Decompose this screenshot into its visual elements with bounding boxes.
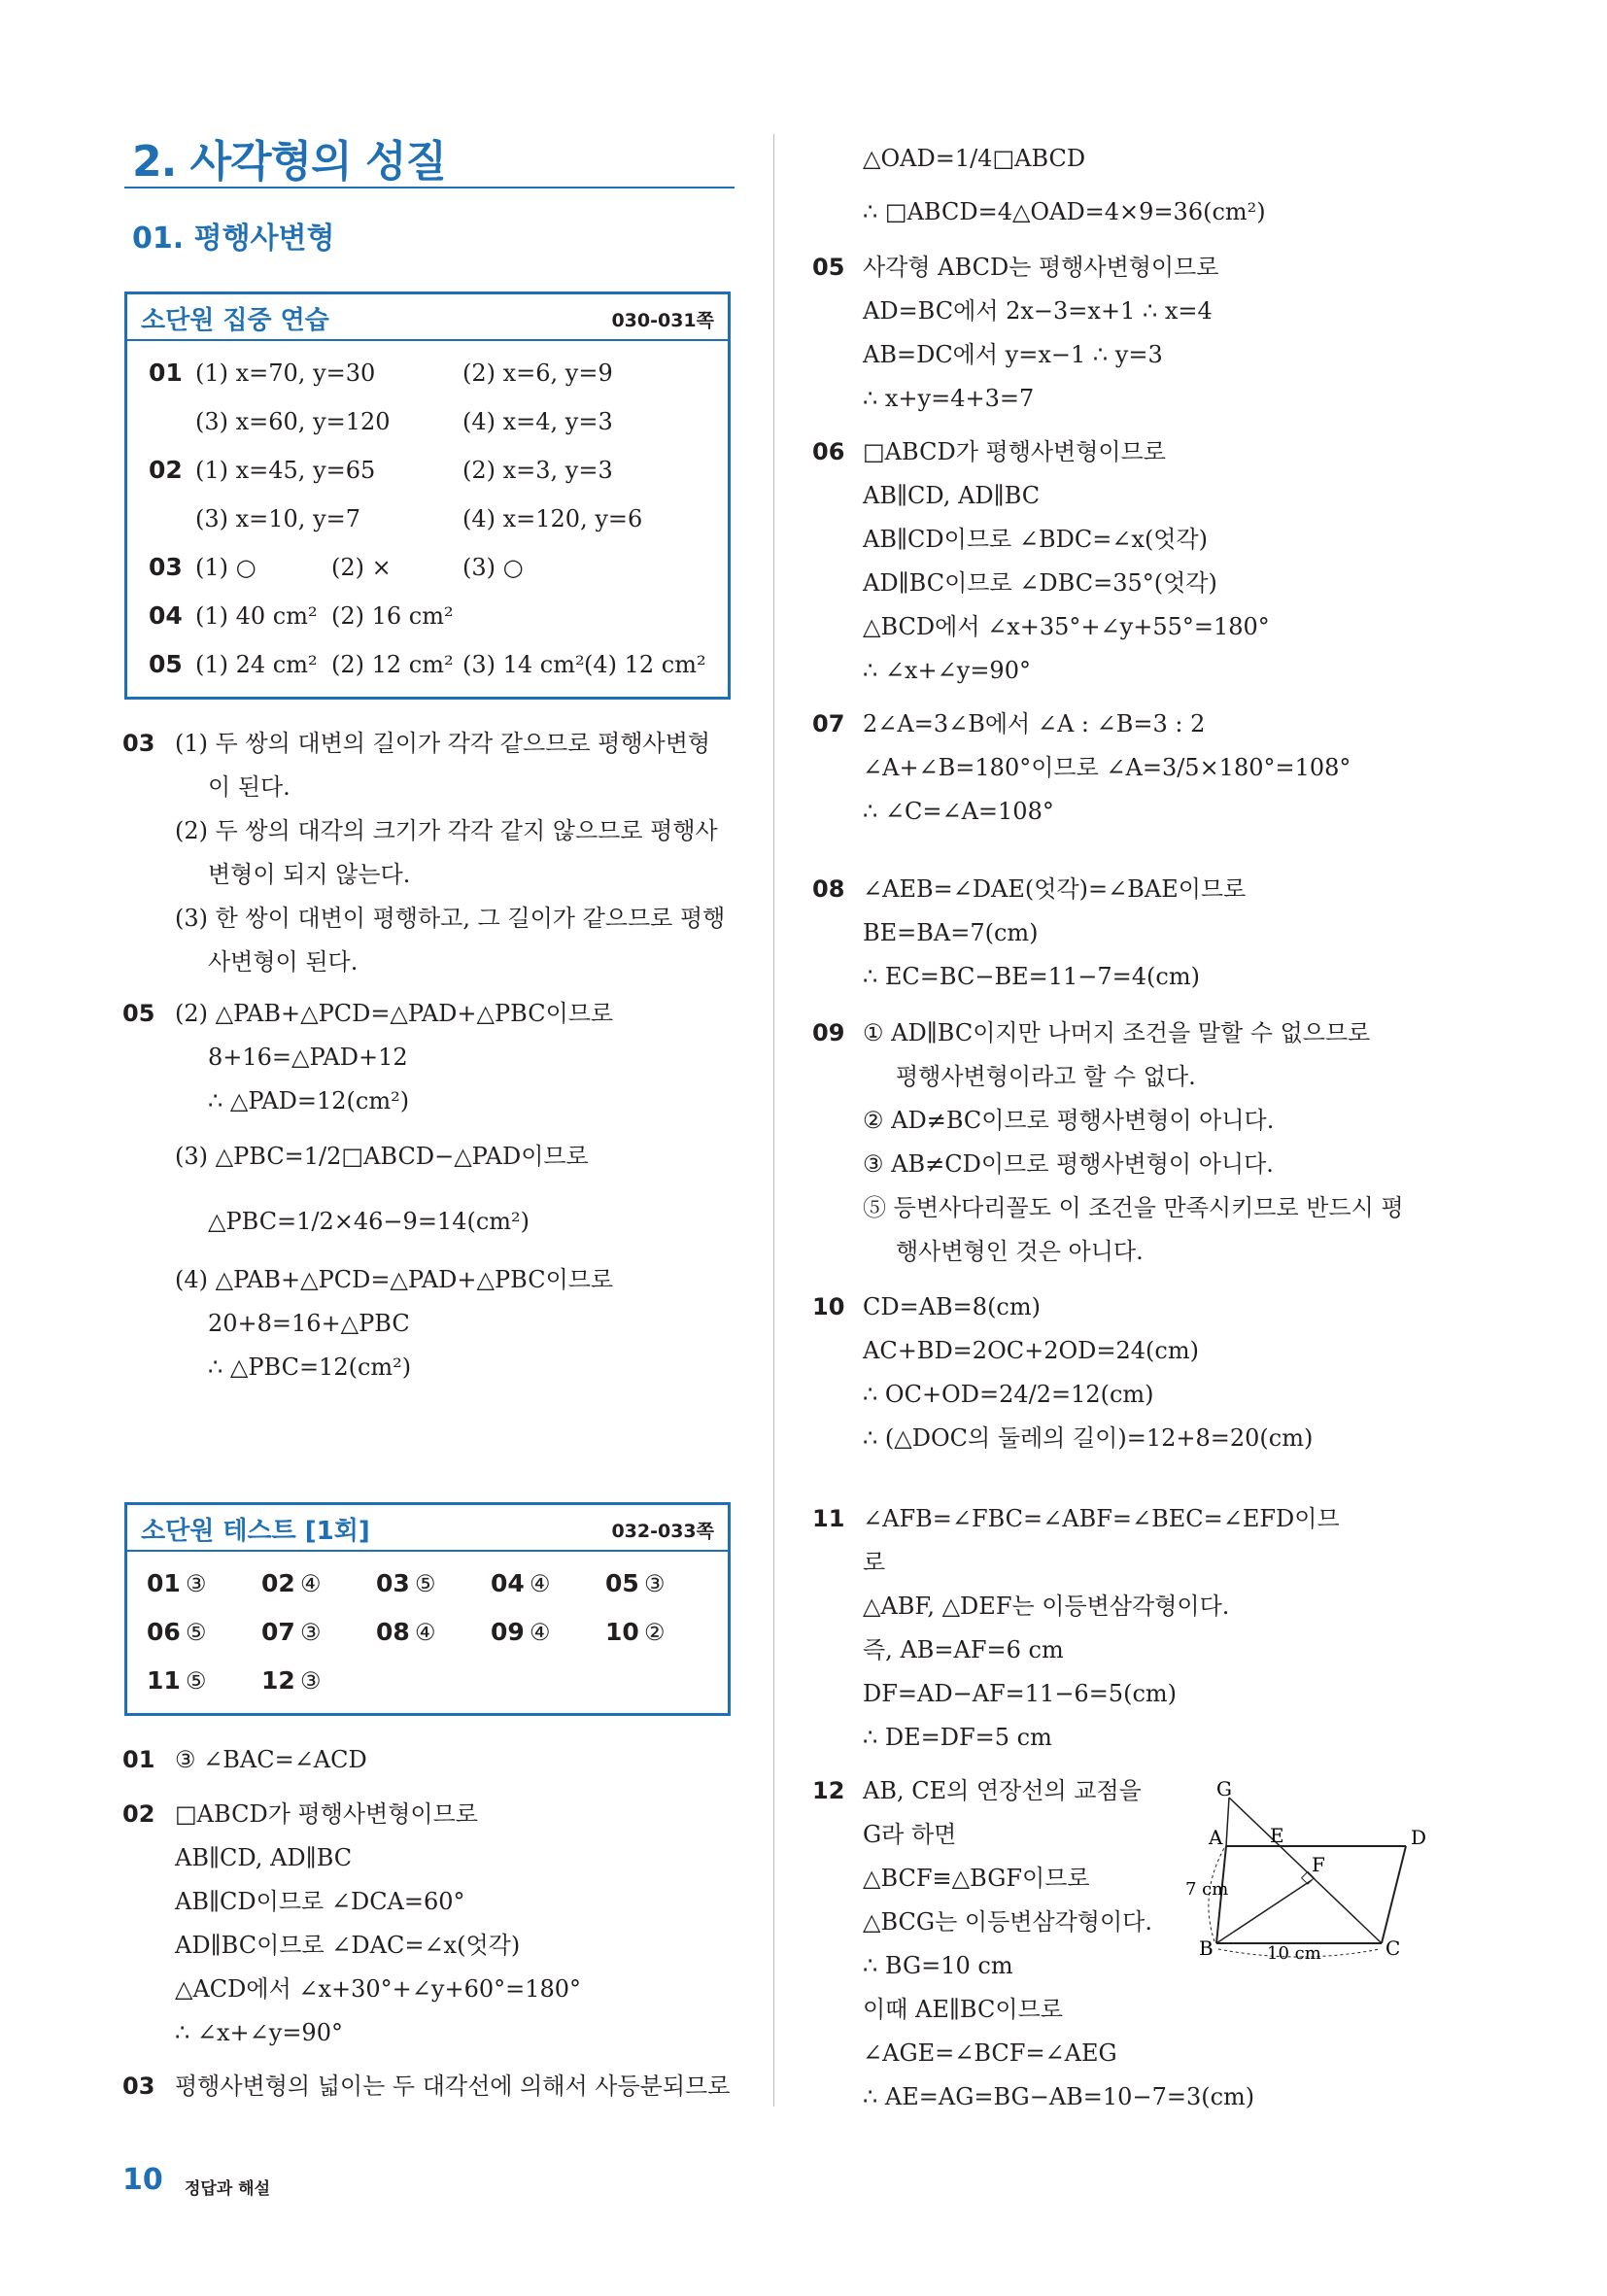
- practice-answer: (2) x=3, y=3: [462, 457, 613, 484]
- explanation-line: (2) △PAB+△PCD=△PAD+△PBC이므로: [175, 1000, 614, 1027]
- practice-answer: (2) ×: [331, 554, 392, 581]
- explanation-line: 이때 AE∥BC이므로: [863, 1996, 1063, 2023]
- test-explanation-num-02: 02: [122, 1800, 155, 1828]
- test-answer-num: 02: [261, 1569, 295, 1597]
- test-answer-num: 11: [147, 1666, 181, 1695]
- practice-answer: (1) x=45, y=65: [195, 457, 376, 484]
- right-explanation-num-11: 11: [812, 1505, 845, 1532]
- label-c: C: [1385, 1936, 1401, 1960]
- explanation-line: ∴ ∠C=∠A=108°: [863, 798, 1054, 825]
- test-answer-choice: ④: [530, 1619, 551, 1646]
- explanation-line: ∠AGE=∠BCF=∠AEG: [863, 2039, 1117, 2067]
- explanation-line: ② AD≠BC이므로 평행사변형이 아니다.: [863, 1107, 1275, 1134]
- explanation-line: 20+8=16+△PBC: [208, 1310, 410, 1337]
- explanation-line: △BCG는 이등변삼각형이다.: [863, 1908, 1152, 1936]
- explanation-line: ③ ∠BAC=∠ACD: [175, 1746, 367, 1773]
- practice-answer: (3) x=60, y=120: [195, 408, 391, 435]
- segment-bf: [1216, 1880, 1312, 1943]
- segment-ag: [1226, 1798, 1229, 1846]
- practice-answer: (4) x=4, y=3: [462, 408, 613, 435]
- explanation-line: (3) 한 쌍이 대변이 평행하고, 그 길이가 같으므로 평행: [175, 905, 726, 932]
- explanation-line: ③ AB≠CD이므로 평행사변형이 아니다.: [863, 1150, 1274, 1178]
- explanation-line: △ACD에서 ∠x+30°+∠y+60°=180°: [175, 1975, 582, 2003]
- label-a: A: [1209, 1826, 1223, 1849]
- explanation-line: △PBC=1/2×46−9=14(cm²): [208, 1208, 530, 1235]
- practice-answer: (4) 12 cm²: [584, 651, 706, 678]
- explanation-line: G라 하면: [863, 1821, 957, 1848]
- segment-gc: [1229, 1798, 1382, 1943]
- explanation-line: ∴ ∠x+∠y=90°: [863, 657, 1031, 684]
- right-explanation-num-10: 10: [812, 1293, 845, 1320]
- explanation-line: AB=DC에서 y=x−1 ∴ y=3: [863, 341, 1163, 368]
- right-explanation-num-05: 05: [812, 254, 845, 281]
- practice-answer: (3) x=10, y=7: [195, 505, 361, 532]
- explanation-line: ∴ △PAD=12(cm²): [208, 1087, 410, 1114]
- explanation-line: 평행사변형의 넓이는 두 대각선에 의해서 사등분되므로: [175, 2073, 731, 2100]
- column-divider: [773, 134, 774, 2107]
- practice-answer: (4) x=120, y=6: [462, 505, 643, 532]
- explanation-line: △ABF, △DEF는 이등변삼각형이다.: [863, 1593, 1230, 1620]
- explanation-line: △BCD에서 ∠x+35°+∠y+55°=180°: [863, 613, 1270, 640]
- test-answer-num: 03: [376, 1569, 410, 1597]
- explanation-line: 이 된다.: [208, 773, 291, 801]
- practice-answer: (1) 40 cm²: [195, 602, 318, 630]
- explanation-line: AD∥BC이므로 ∠DBC=35°(엇각): [863, 569, 1217, 597]
- test-explanation-num-03: 03: [122, 2073, 155, 2100]
- practice-answer: (2) x=6, y=9: [462, 360, 613, 387]
- explanation-line: DF=AD−AF=11−6=5(cm): [863, 1680, 1178, 1707]
- practice-num-03: 03: [149, 553, 183, 581]
- practice-box-header: [127, 294, 728, 341]
- label-b: B: [1199, 1936, 1214, 1960]
- explanation-line: ∴ OC+OD=24/2=12(cm): [863, 1381, 1154, 1408]
- explanation-line: □ABCD가 평행사변형이므로: [863, 438, 1166, 465]
- label-d: D: [1411, 1826, 1427, 1849]
- explanation-line: 행사변형인 것은 아니다.: [896, 1238, 1144, 1265]
- practice-box-pages: 030-031쪽: [611, 310, 714, 331]
- test-answer-choice: ③: [644, 1570, 666, 1597]
- explanation-line: 변형이 되지 않는다.: [208, 861, 411, 888]
- test-answer-choice: ③: [300, 1619, 322, 1646]
- test-answer-choice: ②: [644, 1619, 666, 1646]
- explanation-line: ∴ EC=BC−BE=11−7=4(cm): [863, 963, 1200, 990]
- explanation-line: ∴ △PBC=12(cm²): [208, 1354, 412, 1381]
- practice-num-04: 04: [149, 601, 183, 630]
- explanation-line: (3) △PBC=1/2□ABCD−△PAD이므로: [175, 1143, 589, 1170]
- practice-answer: (1) x=70, y=30: [195, 360, 376, 387]
- test-answer-num: 09: [491, 1618, 525, 1646]
- explanation-line: ∴ BG=10 cm: [863, 1952, 1013, 1979]
- test-answer-num: 10: [605, 1618, 639, 1646]
- test-answer-choice: ⑤: [186, 1667, 207, 1695]
- practice-answer: (1) 24 cm²: [195, 651, 318, 678]
- explanation-line: 사각형 ABCD는 평행사변형이므로: [863, 254, 1219, 281]
- test-answer-choice: ④: [415, 1619, 436, 1646]
- right-explanation-num-07: 07: [812, 710, 845, 737]
- explanation-num-05: 05: [122, 1000, 155, 1027]
- explanation-line: 평행사변형이라고 할 수 없다.: [896, 1063, 1196, 1090]
- explanation-line: AB∥CD이므로 ∠DCA=60°: [175, 1888, 465, 1915]
- explanation-line: △OAD=1/4□ABCD: [863, 145, 1086, 172]
- explanation-line: AB∥CD, AD∥BC: [863, 482, 1041, 509]
- explanation-line: BE=BA=7(cm): [863, 919, 1039, 946]
- segment-dc: [1382, 1846, 1406, 1943]
- label-g: G: [1216, 1777, 1232, 1800]
- practice-num-01: 01: [149, 359, 183, 387]
- explanation-line: ∴ (△DOC의 둘레의 길이)=12+8=20(cm): [863, 1424, 1314, 1452]
- practice-answer: (2) 12 cm²: [331, 651, 454, 678]
- explanation-num-03: 03: [122, 730, 155, 757]
- practice-answer: (3) 14 cm²: [462, 651, 585, 678]
- explanation-line: ∠AFB=∠FBC=∠ABF=∠BEC=∠EFD이므: [863, 1505, 1340, 1532]
- explanation-line: ⑤ 등변사다리꼴도 이 조건을 만족시키므로 반드시 평: [863, 1194, 1404, 1221]
- test-answer-num: 05: [605, 1569, 639, 1597]
- test-answer-num: 07: [261, 1618, 295, 1646]
- right-explanation-num-09: 09: [812, 1019, 845, 1046]
- footer-label: 정답과 해설: [185, 2179, 271, 2199]
- explanation-line: □ABCD가 평행사변형이므로: [175, 1800, 478, 1828]
- test-answer-box: [124, 1502, 731, 1716]
- practice-answer: (2) 16 cm²: [331, 602, 454, 630]
- explanation-line: AB∥CD, AD∥BC: [175, 1844, 353, 1871]
- test-explanation-num-01: 01: [122, 1746, 155, 1773]
- test-box-title: 소단원 테스트 [1회]: [141, 1517, 370, 1546]
- explanation-line: CD=AB=8(cm): [863, 1293, 1041, 1320]
- explanation-line: 8+16=△PAD+12: [208, 1044, 408, 1071]
- label-length-bc: 10 cm: [1267, 1943, 1321, 1964]
- practice-answer: (3) ○: [462, 554, 524, 581]
- explanation-line: (4) △PAB+△PCD=△PAD+△PBC이므로: [175, 1266, 614, 1293]
- explanation-line: 즉, AB=AF=6 cm: [863, 1636, 1064, 1663]
- test-box-pages: 032-033쪽: [611, 1521, 714, 1542]
- test-answer-num: 08: [376, 1618, 410, 1646]
- explanation-line: ∴ □ABCD=4△OAD=4×9=36(cm²): [863, 198, 1266, 225]
- test-answer-num: 01: [147, 1569, 181, 1597]
- right-explanation-num-08: 08: [812, 875, 845, 903]
- explanation-line: 사변형이 된다.: [208, 948, 359, 976]
- test-answer-num: 04: [491, 1569, 525, 1597]
- practice-answer-box: [124, 291, 731, 700]
- page-number: 10: [122, 2163, 163, 2197]
- practice-answer: (1) ○: [195, 554, 256, 581]
- explanation-line: 로: [863, 1549, 886, 1576]
- parallelogram-figure: [1185, 1777, 1430, 1964]
- explanation-line: ∴ AE=AG=BG−AB=10−7=3(cm): [863, 2083, 1255, 2110]
- label-e: E: [1270, 1824, 1284, 1847]
- explanation-line: △BCF≡△BGF이므로: [863, 1865, 1090, 1892]
- practice-box-title: 소단원 집중 연습: [141, 306, 329, 335]
- explanation-line: AB, CE의 연장선의 교점을: [863, 1777, 1142, 1804]
- test-answer-num: 06: [147, 1618, 181, 1646]
- explanation-line: ① AD∥BC이지만 나머지 조건을 말할 수 없으므로: [863, 1019, 1371, 1046]
- explanation-line: AD∥BC이므로 ∠DAC=∠x(엇각): [175, 1932, 521, 1959]
- explanation-line: ∴ x+y=4+3=7: [863, 385, 1035, 412]
- practice-num-05: 05: [149, 650, 183, 678]
- explanation-line: (2) 두 쌍의 대각의 크기가 각각 같지 않으므로 평행사: [175, 817, 718, 844]
- test-box-header: [127, 1505, 728, 1552]
- explanation-line: ∴ ∠x+∠y=90°: [175, 2019, 343, 2046]
- explanation-line: ∠A+∠B=180°이므로 ∠A=3/5×180°=108°: [863, 754, 1351, 781]
- test-answer-choice: ④: [530, 1570, 551, 1597]
- section-title: 2. 사각형의 성질: [132, 137, 446, 187]
- explanation-line: AB∥CD이므로 ∠BDC=∠x(엇각): [863, 526, 1209, 553]
- test-answer-choice: ⑤: [186, 1619, 207, 1646]
- section-title-underline: [124, 187, 735, 188]
- explanation-line: AD=BC에서 2x−3=x+1 ∴ x=4: [863, 297, 1213, 325]
- explanation-line: ∠AEB=∠DAE(엇각)=∠BAE이므로: [863, 875, 1247, 903]
- test-answer-choice: ④: [300, 1570, 322, 1597]
- explanation-line: 2∠A=3∠B에서 ∠A : ∠B=3 : 2: [863, 710, 1206, 737]
- subsection-title: 01. 평행사변형: [132, 222, 335, 256]
- right-explanation-num-12: 12: [812, 1777, 845, 1804]
- right-explanation-num-06: 06: [812, 438, 845, 465]
- practice-num-02: 02: [149, 456, 183, 484]
- explanation-line: ∴ DE=DF=5 cm: [863, 1724, 1052, 1751]
- label-f: F: [1312, 1853, 1325, 1876]
- explanation-line: (1) 두 쌍의 대변의 길이가 각각 같으므로 평행사변형: [175, 730, 711, 757]
- label-length-ab: 7 cm: [1185, 1879, 1229, 1900]
- explanation-line: AC+BD=2OC+2OD=24(cm): [863, 1337, 1199, 1364]
- test-answer-num: 12: [261, 1666, 295, 1695]
- test-answer-choice: ⑤: [415, 1570, 436, 1597]
- test-answer-choice: ③: [300, 1667, 322, 1695]
- test-answer-choice: ③: [186, 1570, 207, 1597]
